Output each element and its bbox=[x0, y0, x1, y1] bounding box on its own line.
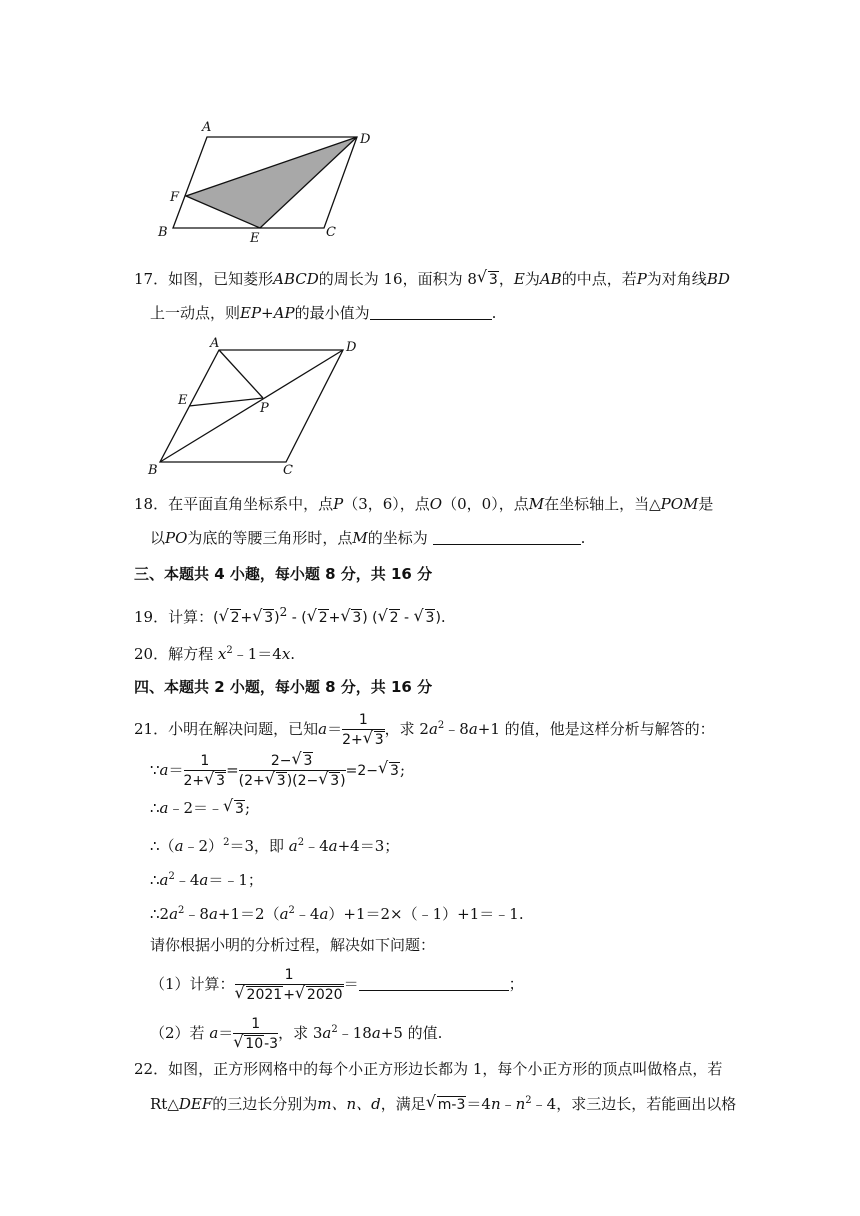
q20-line: 20．解方程 $x^2﹣1=4x$. bbox=[134, 645, 296, 663]
q21-sub1: （1）计算： 1 √ 2021+ √ 2020 ＝ ； bbox=[150, 966, 524, 1003]
q21-step5: $\therefore 2a^2﹣8a+1=2(a^2﹣4a)+1=2\times(﹣1)+1=﹣1$. bbox=[150, 905, 524, 923]
answer-blank-21-1[interactable] bbox=[359, 976, 509, 991]
sqrt-3: √ 3 bbox=[476, 267, 498, 288]
q19-line: 19．计算：( √ 2+ √ 3)$^2$ - ( √ 2+ √ 3) ( √ 2 - √ 3). bbox=[134, 605, 446, 626]
label-p2: P bbox=[260, 401, 269, 416]
q18-line1: 18．在平面直角坐标系中，点P（3，6），点O（0，0），点M在坐标轴上，当△POM是 bbox=[134, 495, 714, 513]
q21-step2: ∴a﹣2＝﹣ √ 3; bbox=[150, 796, 251, 817]
segment-ap bbox=[219, 350, 263, 398]
label-a: A bbox=[202, 120, 212, 135]
answer-blank-18[interactable] bbox=[433, 530, 581, 545]
q18-line2: 以PO为底的等腰三角形时，点M的坐标为 . bbox=[150, 529, 586, 547]
q21-sub2: （2）若 a＝ 1 √ 10-3 ，求 $3a^2﹣18a+5$ 的值. bbox=[150, 1015, 443, 1052]
q21-line1: 21．小明在解决问题，已知a＝ 1 2+ √ 3 ，求 $2a^2﹣8a+1$ 的值，他是这样分析与解答的： bbox=[134, 711, 715, 748]
label-c2: C bbox=[283, 463, 293, 478]
label-c: C bbox=[326, 225, 336, 240]
shaded-triangle-fed bbox=[186, 137, 357, 228]
section-3-heading: 三、本题共 4 小趣，每小题 8 分，共 16 分 bbox=[134, 565, 433, 583]
label-b2: B bbox=[148, 463, 158, 478]
label-d2: D bbox=[346, 340, 357, 355]
answer-blank-17[interactable] bbox=[370, 305, 492, 320]
label-b: B bbox=[158, 225, 168, 240]
q22-line1: 22．如图，正方形网格中的每个小正方形边长都为 1，每个小正方形的顶点叫做格点，若 bbox=[134, 1060, 723, 1078]
label-d: D bbox=[360, 132, 371, 147]
q21-step3: ∴（a﹣2）$^2$＝3，即 $a^2﹣4a+4=3$； bbox=[150, 837, 400, 855]
label-f: F bbox=[170, 190, 180, 205]
q17-line1: 17．如图，已知菱形ABCD的周长为 16，面积为 8 √ 3，E为AB的中点，若P为对角线BD bbox=[134, 268, 730, 291]
q22-line2: Rt△DEF的三边长分别为m、n、d，满足 √ $m-3=4n﹣n^2﹣4$，求三边长，若能画出以格 bbox=[150, 1092, 737, 1113]
q21-step1: ∵a＝ 1 2+ √ 3 = 2− √ 3 (2+ √ 3)(2− √ 3) =2− √ 3; bbox=[150, 748, 405, 789]
label-e: E bbox=[250, 231, 260, 244]
label-a2: A bbox=[210, 336, 220, 351]
figure-rhombus-diagonal bbox=[140, 334, 370, 480]
q21-step4: $\therefore a^2﹣4a=﹣1$； bbox=[150, 871, 263, 889]
section-4-heading: 四、本题共 2 小题，每小题 8 分，共 16 分 bbox=[134, 678, 433, 696]
q21-prompt: 请你根据小明的分析过程，解决如下问题： bbox=[150, 936, 436, 954]
label-e2: E bbox=[178, 393, 188, 408]
q17-line2: 上一动点，则EP+AP的最小值为 . bbox=[150, 304, 497, 322]
figure-parallelogram-shaded bbox=[150, 118, 390, 244]
segment-ep bbox=[189, 398, 263, 406]
